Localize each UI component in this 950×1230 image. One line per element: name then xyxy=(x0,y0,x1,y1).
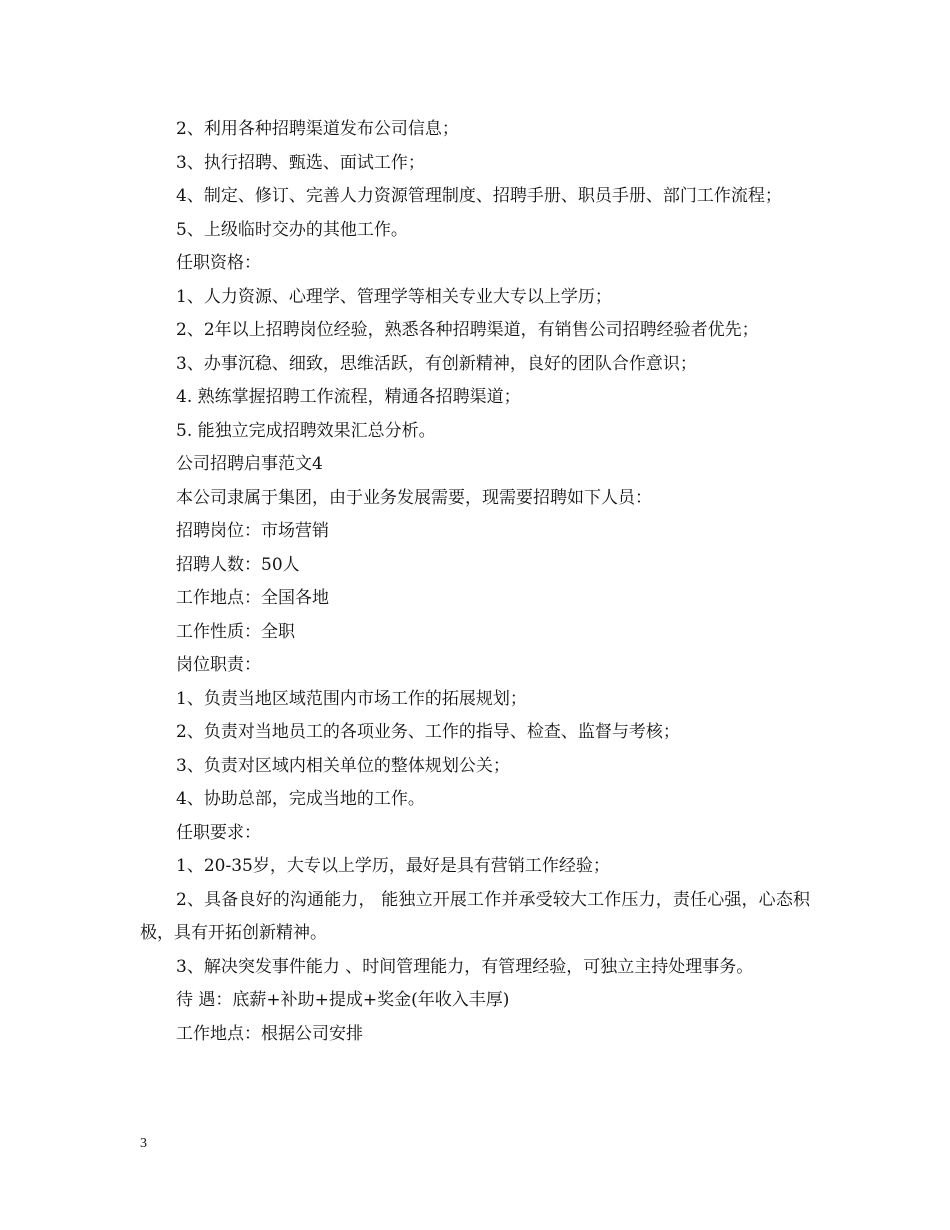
paragraph: 4. 熟练掌握招聘工作流程，精通各招聘渠道； xyxy=(176,387,521,407)
paragraph: 2、2年以上招聘岗位经验，熟悉各种招聘渠道，有销售公司招聘经验者优先； xyxy=(176,320,759,340)
paragraph: 工作地点：全国各地 xyxy=(176,588,329,608)
paragraph: 1、人力资源、心理学、管理学等相关专业大专以上学历； xyxy=(176,286,612,307)
paragraph: 工作性质：全职 xyxy=(176,621,295,642)
section-heading: 任职资格： xyxy=(176,253,261,273)
section-heading: 任职要求： xyxy=(176,822,261,843)
paragraph: 4、协助总部，完成当地的工作。 xyxy=(176,789,425,809)
page-number: 3 xyxy=(140,1136,147,1151)
paragraph: 3、负责对区域内相关单位的整体规划公关； xyxy=(176,755,510,776)
paragraph: 2、利用各种招聘渠道发布公司信息； xyxy=(176,119,459,139)
paragraph: 4、制定、修订、完善人力资源管理制度、招聘手册、职员手册、部门工作流程； xyxy=(176,186,782,206)
paragraph: 5. 能独立完成招聘效果汇总分析。 xyxy=(176,420,436,441)
paragraph: 待 遇：底薪+补助+提成+奖金(年收入丰厚) xyxy=(176,990,510,1010)
paragraph: 3、执行招聘、甄选、面试工作； xyxy=(176,152,425,173)
paragraph: 1、负责当地区域范围内市场工作的拓展规划； xyxy=(176,688,527,709)
paragraph: 招聘人数：50人 xyxy=(176,554,300,575)
section-title: 公司招聘启事范文4 xyxy=(176,454,323,474)
paragraph: 5、上级临时交办的其他工作。 xyxy=(176,219,408,240)
paragraph: 2、负责对当地员工的各项业务、工作的指导、检查、监督与考核； xyxy=(176,722,680,742)
paragraph: 3、解决突发事件能力 、时间管理能力，有管理经验，可独立主持处理事务。 xyxy=(176,956,754,977)
paragraph: 本公司隶属于集团，由于业务发展需要，现需要招聘如下人员： xyxy=(176,487,652,508)
paragraph: 3、办事沉稳、细致，思维活跃，有创新精神，良好的团队合作意识； xyxy=(176,353,697,374)
paragraph: 招聘岗位：市场营销 xyxy=(176,521,329,541)
document-body xyxy=(140,113,810,1051)
section-heading: 岗位职责： xyxy=(176,655,261,675)
paragraph: 2、具备良好的沟通能力， 能独立开展工作并承受较大工作压力，责任心强，心态积极，具有开拓创新精神。 xyxy=(140,889,810,943)
paragraph: 1、20-35岁，大专以上学历，最好是具有营销工作经验； xyxy=(176,856,610,876)
paragraph: 工作地点：根据公司安排 xyxy=(176,1023,363,1044)
